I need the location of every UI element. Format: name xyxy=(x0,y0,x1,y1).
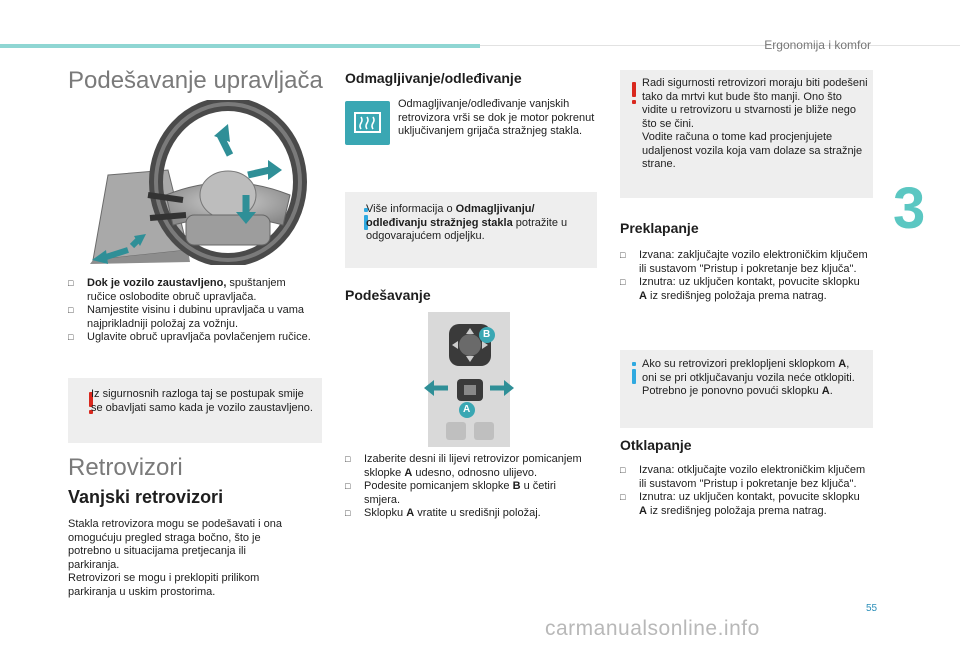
warning-text: Radi sigurnosti retrovizori moraju biti podešeni tako da mrtvi kut bude što manji. Ono što vidite u retrovizoru u stvarnosti je bliže nego što se čini. Vodite računa o tome kad procjenjujete udaljenost vozila koja vam dolaze sa stražnje strane. xyxy=(642,77,868,170)
list-item: □ Iznutra: uz uključen kontakt, povucite sklopku A iz središnjeg položaja prema natrag. xyxy=(620,491,860,517)
mirror-warning-box xyxy=(620,70,873,198)
list-item: □ Iznutra: uz uključen kontakt, povucite sklopku A iz središnjeg položaja prema natrag. xyxy=(620,276,860,302)
checkbox-bullet-icon: □ xyxy=(68,332,74,342)
mirrors-title: Retrovizori xyxy=(68,454,183,481)
unfold-steps xyxy=(620,464,868,518)
fold-info-box xyxy=(620,350,873,428)
defog-info-box xyxy=(345,192,597,268)
list-item: □ Dok je vozilo zaustavljeno, spuštanjem ručice oslobodite obruč upravljača. xyxy=(68,277,286,303)
checkbox-bullet-icon: □ xyxy=(620,277,626,287)
header-accent-bar xyxy=(0,44,480,48)
list-item: □ Izaberite desni ili lijevi retrovizor pomicanjem sklopke A udesno, odnosno ulijevo. xyxy=(345,453,582,479)
defog-info-text: Više informacija o Odmagljivanju/ odleđivanju stražnjeg stakla potražite u odgovarajućem odjeljku. xyxy=(366,203,568,242)
list-item: □ Namjestite visinu i dubinu upravljača u vama najprikladniji položaj za vožnju. xyxy=(68,304,305,330)
rear-defrost-icon xyxy=(345,101,390,145)
steering-title: Podešavanje upravljača xyxy=(68,67,323,94)
chapter-number: 3 xyxy=(893,176,926,241)
defog-title: Odmagljivanje/odleđivanje xyxy=(345,70,522,86)
info-icon xyxy=(632,362,637,384)
list-item: □ Izvana: zaključajte vozilo elektroničkim ključem ili sustavom "Pristup i pokretanje bez ključa". xyxy=(620,249,868,275)
adjust-steps xyxy=(345,453,595,521)
steering-wheel-illustration xyxy=(78,100,308,265)
checkbox-bullet-icon: □ xyxy=(345,454,351,464)
fold-info-text: Ako su retrovizori preklopljeni sklopkom A, oni se pri otključavanju vozila neće otklopiti. Potrebno je ponovno povući sklopku A. xyxy=(642,358,855,397)
list-item: □ Sklopku A vratite u središnji položaj. xyxy=(345,507,541,519)
mirror-switch-illustration xyxy=(424,312,514,447)
checkbox-bullet-icon: □ xyxy=(620,250,626,260)
unfold-title: Otklapanje xyxy=(620,437,692,453)
switch-a-label: A xyxy=(463,404,471,415)
watermark-text: carmanualsonline.info xyxy=(545,617,760,640)
list-item: □ Uglavite obruč upravljača povlačenjem ručice. xyxy=(68,331,311,343)
warning-text: Iz sigurnosnih razloga taj se postupak smije se obavljati samo kada je vozilo zaustavljeno. xyxy=(91,388,313,414)
checkbox-bullet-icon: □ xyxy=(345,481,351,491)
header-rule xyxy=(480,45,960,46)
checkbox-bullet-icon: □ xyxy=(620,465,626,475)
list-item: □ Podesite pomicanjem sklopke B u četiri smjera. xyxy=(345,480,556,506)
steering-steps xyxy=(68,277,318,345)
switch-b-label: B xyxy=(483,329,491,340)
section-header: Ergonomija i komfor xyxy=(764,38,871,52)
adjust-title: Podešavanje xyxy=(345,287,431,303)
list-item: □ Izvana: otključajte vozilo elektroničkim ključem ili sustavom "Pristup i pokretanje bez ključa". xyxy=(620,464,866,490)
checkbox-bullet-icon: □ xyxy=(68,278,74,288)
fold-steps xyxy=(620,249,868,303)
page-number: 55 xyxy=(866,603,878,614)
checkbox-bullet-icon: □ xyxy=(345,508,351,518)
checkbox-bullet-icon: □ xyxy=(620,492,626,502)
exterior-mirrors-text: Stakla retrovizora mogu se podešavati i ona omogućuju pregled straga bočno, što je potrebno u situacijama pretjecanja ili parkiranja. Retrovizori se mogu i preklopiti prilikom parkiranja u uskim prostorima. xyxy=(68,518,283,598)
defog-text: Odmagljivanje/odleđivanje vanjskih retrovizora vrši se dok je motor pokrenut uključivanjem grijača stražnjeg stakla. xyxy=(398,98,595,137)
steering-warning-box xyxy=(68,378,322,443)
exterior-mirrors-title: Vanjski retrovizori xyxy=(68,487,224,507)
fold-title: Preklapanje xyxy=(620,220,699,236)
warning-icon xyxy=(632,82,637,104)
checkbox-bullet-icon: □ xyxy=(68,305,74,315)
